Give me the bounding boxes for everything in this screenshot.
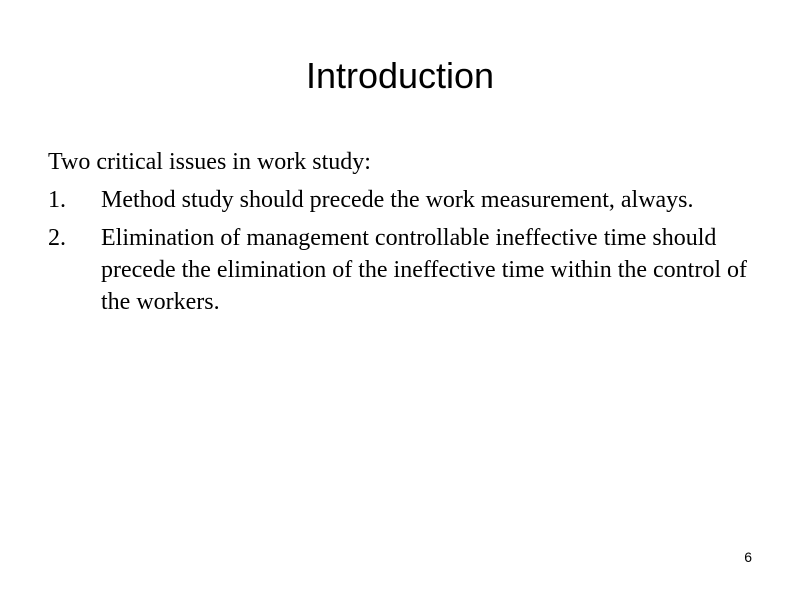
list-item-number: 2.: [48, 225, 66, 251]
list-item-text: Elimination of management controllable ineffective time should precede the elimination of the ineffective time within the control of the workers.: [101, 225, 747, 315]
page-number: 6: [744, 549, 752, 565]
slide-title: Introduction: [305, 55, 495, 96]
slide-body: [48, 146, 758, 324]
list-item: [48, 222, 758, 318]
list-item-text: Method study should precede the work measurement, always.: [101, 187, 694, 213]
list-item: [48, 184, 758, 216]
list-item-number: 1.: [48, 187, 66, 213]
intro-text: Two critical issues in work study:: [48, 149, 371, 175]
